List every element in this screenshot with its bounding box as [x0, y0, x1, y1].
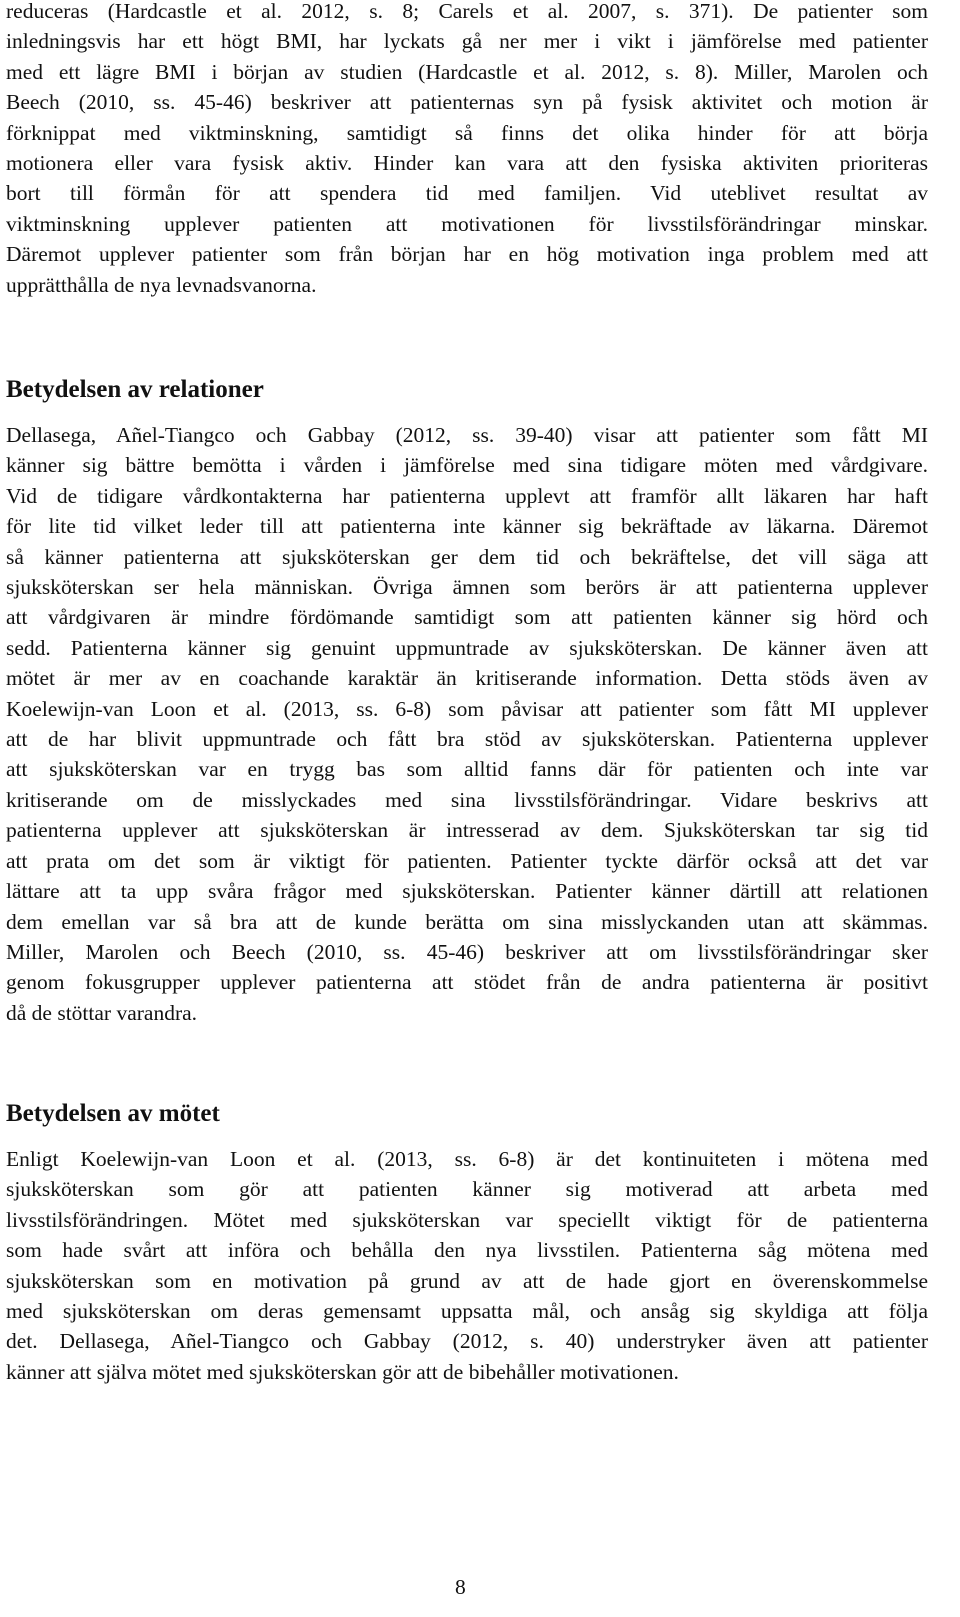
text-line: upprätthålla de nya levnadsvanorna.	[6, 272, 317, 297]
text-line: reduceras (Hardcastle et al. 2012, s. 8; Carels et al. 2007, s. 371). De patienter som	[6, 0, 928, 23]
text-line: känner att själva mötet med sjuksköterskan gör att de bibehåller motivationen.	[6, 1359, 679, 1384]
body-paragraph	[6, 420, 928, 1028]
text-line: känner sig bättre bemötta i vården i jämförelse med sina tidigare möten med vårdgivare.	[6, 453, 928, 478]
text-line: motionera eller vara fysisk aktiv. Hinder kan vara att den fysiska aktiviten prioriteras	[6, 151, 928, 176]
text-line: sjuksköterskan som en motivation på grund av att de hade gjort en överenskommelse	[6, 1268, 928, 1293]
text-line: livsstilsförändringen. Mötet med sjuksköterskan var speciellt viktigt för de patienterna	[6, 1207, 928, 1232]
text-line: det. Dellasega, Añel-Tiangco och Gabbay (2012, s. 40) understryker även att patienter	[6, 1329, 928, 1354]
text-line: sjuksköterskan ser hela människan. Övriga ämnen som berörs är att patienterna upplever	[6, 575, 928, 600]
text-line: för lite tid vilket leder till att patienterna inte känner sig bekräftade av läkarna. Däremot	[6, 514, 928, 539]
text-line: patienterna upplever att sjuksköterskan är intresserad av dem. Sjuksköterskan tar sig tid	[6, 818, 928, 843]
text-line: kritiserande om de misslyckades med sina livsstilsförändringar. Vidare beskrivs att	[6, 787, 928, 812]
text-line: Enligt Koelewijn-van Loon et al. (2013, ss. 6-8) är det kontinuiteten i mötena med	[6, 1147, 928, 1171]
text-line: att sjuksköterskan var en trygg bas som alltid fanns där för patienten och inte var	[6, 757, 928, 782]
text-line: lättare att ta upp svåra frågor med sjuksköterskan. Patienter känner därtill att relationen	[6, 879, 928, 904]
text-line: förknippat med viktminskning, samtidigt så finns det olika hinder för att börja	[6, 120, 928, 145]
body-paragraph	[6, 1144, 928, 1387]
text-line: Dellasega, Añel-Tiangco och Gabbay (2012, ss. 39-40) visar att patienter som fått MI	[6, 423, 928, 447]
section-heading: Betydelsen av mötet	[6, 1100, 220, 1127]
page-number: 8	[455, 1575, 466, 1599]
text-line: Däremot upplever patienter som från början har en hög motivation inga problem med att	[6, 242, 928, 267]
text-line: sedd. Patienterna känner sig genuint uppmuntrade av sjuksköterskan. De känner även att	[6, 635, 928, 660]
text-line: genom fokusgrupper upplever patienterna att stödet från de andra patienterna är positivt	[6, 970, 928, 995]
text-line: viktminskning upplever patienten att motivationen för livsstilsförändringar minskar.	[6, 211, 928, 236]
text-line: att prata om det som är viktigt för patienten. Patienter tyckte därför också att det var	[6, 848, 928, 873]
text-line: mötet är mer av en coachande karaktär än kritiserande information. Detta stöds även av	[6, 666, 928, 691]
section-heading: Betydelsen av relationer	[6, 376, 264, 403]
text-line: inledningsvis har ett högt BMI, har lyckats gå ner mer i vikt i jämförelse med patienter	[6, 29, 928, 54]
text-line: sjuksköterskan som gör att patienten känner sig motiverad att arbeta med	[6, 1177, 928, 1202]
text-line: med sjuksköterskan om deras gemensamt uppsatta mål, och ansåg sig skyldiga att följa	[6, 1299, 928, 1324]
body-paragraph	[6, 0, 928, 300]
text-line: då de stöttar varandra.	[6, 1000, 198, 1025]
text-line: bort till förmån för att spendera tid med familjen. Vid uteblivet resultat av	[6, 181, 928, 206]
text-line: dem emellan var så bra att de kunde berätta om sina misslyckanden utan att skämmas.	[6, 909, 928, 934]
text-line: som hade svårt att införa och behålla den nya livsstilen. Patienterna såg mötena med	[6, 1238, 928, 1263]
text-line: Vid de tidigare vårdkontakterna har patienterna upplevt att framför allt läkaren har haft	[6, 483, 928, 508]
text-line: att vårdgivaren är mindre fördömande samtidigt som att patienten känner sig hörd och	[6, 605, 928, 630]
text-line: Koelewijn-van Loon et al. (2013, ss. 6-8) som påvisar att patienter som fått MI upplever	[6, 696, 928, 721]
text-line: med ett lägre BMI i början av studien (Hardcastle et al. 2012, s. 8). Miller, Marolen och	[6, 59, 928, 84]
text-line: Miller, Marolen och Beech (2010, ss. 45-46) beskriver att om livsstilsförändringar sker	[6, 939, 928, 964]
text-line: att de har blivit uppmuntrade och fått bra stöd av sjuksköterskan. Patienterna upplever	[6, 727, 928, 752]
text-line: Beech (2010, ss. 45-46) beskriver att patienternas syn på fysisk aktivitet och motion är	[6, 90, 928, 115]
text-line: så känner patienterna att sjuksköterskan ger dem tid och bekräftelse, det vill säga att	[6, 544, 928, 569]
